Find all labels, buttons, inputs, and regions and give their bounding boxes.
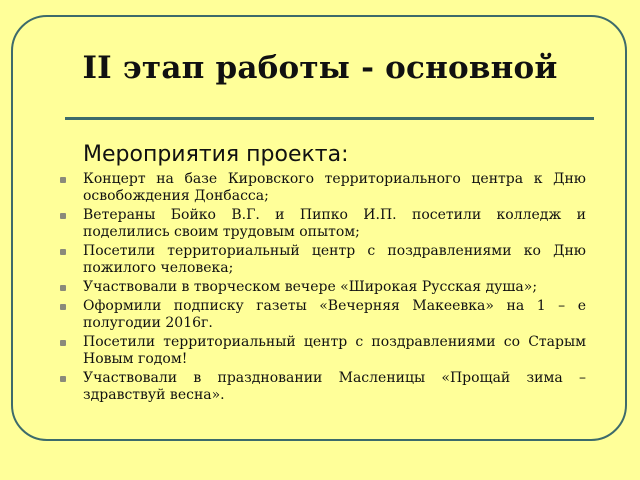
bullet-icon (60, 285, 66, 291)
list-item-text: Ветераны Бойко В.Г. и Пипко И.П. посетили колледж и поделились своим трудовым опытом; (83, 207, 586, 240)
list-item (60, 171, 586, 205)
list-item-text: Концерт на базе Кировского территориального центра к Дню освобождения Донбасса; (83, 171, 586, 204)
bullet-icon (60, 376, 66, 382)
events-list (60, 171, 586, 406)
list-item (60, 207, 586, 241)
slide-subtitle: Мероприятия проекта: (83, 142, 349, 167)
title-divider (65, 117, 594, 120)
list-item-text: Посетили территориальный центр с поздравлениями ко Дню пожилого человека; (83, 243, 586, 276)
list-item (60, 279, 586, 296)
bullet-icon (60, 177, 66, 183)
bullet-icon (60, 249, 66, 255)
list-item-text: Посетили территориальный центр с поздравлениями со Старым Новым годом! (83, 334, 586, 367)
list-item (60, 298, 586, 332)
list-item (60, 334, 586, 368)
list-item-text: Участвовали в праздновании Масленицы «Прощай зима – здравствуй весна». (83, 370, 586, 403)
list-item-text: Оформили подписку газеты «Вечерняя Макеевка» на 1 – е полугодии 2016г. (83, 298, 586, 331)
slide-title: II этап работы - основной (82, 50, 558, 86)
bullet-icon (60, 304, 66, 310)
list-item-text: Участвовали в творческом вечере «Широкая Русская душа»; (83, 279, 538, 295)
bullet-icon (60, 340, 66, 346)
list-item (60, 370, 586, 404)
bullet-icon (60, 213, 66, 219)
list-item (60, 243, 586, 277)
